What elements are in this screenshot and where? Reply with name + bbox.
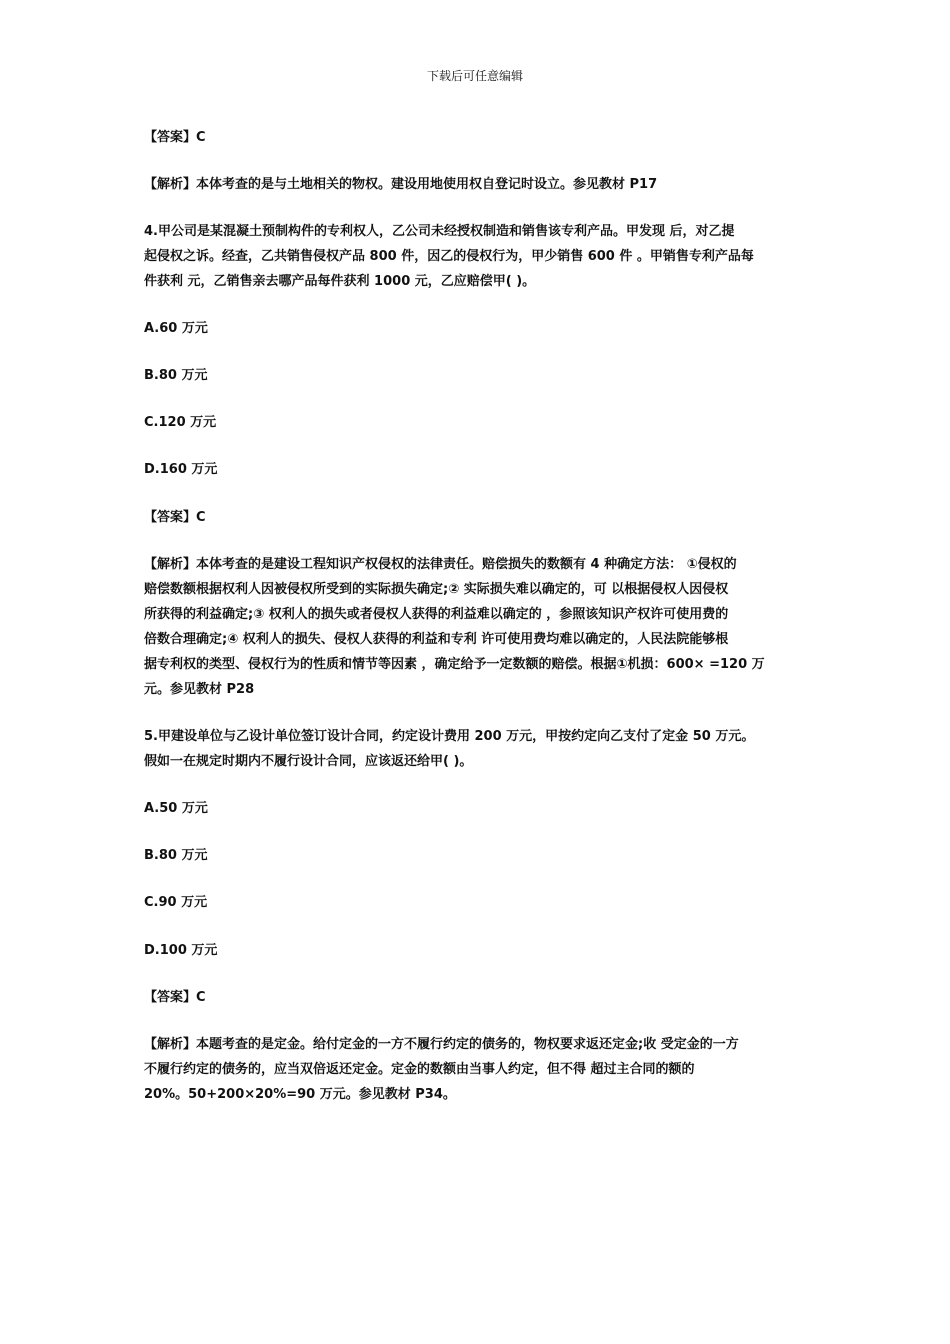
q5-option-d: [144, 938, 808, 963]
option-text: C.90 万元: [144, 895, 208, 910]
q4-option-a: [144, 316, 808, 341]
text-line: 5.甲建设单位与乙设计单位签订设计合同，约定设计费用 200 万元，甲按约定向乙支付了定金 50 万元。: [144, 729, 755, 744]
question-5: [144, 724, 808, 774]
text-line: 【答案】C: [144, 510, 206, 525]
q5-option-b: [144, 843, 808, 868]
option-text: A.50 万元: [144, 801, 208, 816]
option-text: C.120 万元: [144, 415, 217, 430]
text-line: 【答案】C: [144, 990, 206, 1005]
analysis-5: [144, 1032, 808, 1107]
q4-option-b: [144, 363, 808, 388]
text-line: 【解析】本体考查的是与土地相关的物权。建设用地使用权自登记时设立。参见教材 P17: [144, 177, 658, 192]
text-line: 所获得的利益确定;③ 权利人的损失或者侵权人获得的利益难以确定的 ，参照该知识产权许可使用费的: [144, 607, 729, 622]
text-line: 据专利权的类型、侵权行为的性质和情节等因素 ，确定给予一定数额的赔偿。根据①机损：600× =120 万: [144, 657, 765, 672]
page-header: 下载后可任意编辑: [426, 69, 523, 83]
text-line: 20%。50+200×20%=90 万元。参见教材 P34。: [144, 1087, 456, 1102]
q5-option-c: [144, 890, 808, 915]
text-line: 【答案】C: [144, 130, 206, 145]
option-text: B.80 万元: [144, 368, 208, 383]
analysis-4: [144, 552, 808, 702]
answer-1: [144, 125, 808, 150]
option-text: A.60 万元: [144, 321, 208, 336]
q5-option-a: [144, 796, 808, 821]
option-text: D.160 万元: [144, 462, 218, 477]
answer-5: [144, 985, 808, 1010]
text-line: 4.甲公司是某混凝土预制构件的专利权人，乙公司未经授权制造和销售该专利产品。甲发现 后，对乙提: [144, 224, 735, 239]
question-4: [144, 219, 808, 294]
text-line: 【解析】本题考查的是定金。给付定金的一方不履行约定的债务的，物权要求返还定金;收 受定金的一方: [144, 1037, 739, 1052]
option-text: B.80 万元: [144, 848, 208, 863]
text-line: 不履行约定的债务的，应当双倍返还定金。定金的数额由当事人约定，但不得 超过主合同的额的: [144, 1062, 695, 1077]
text-line: 元。参见教材 P28: [144, 682, 255, 697]
text-line: 假如一在规定时期内不履行设计合同，应该返还给甲( )。: [144, 754, 473, 769]
option-text: D.100 万元: [144, 943, 218, 958]
text-line: 件获利 元，乙销售亲去哪产品每件获利 1000 元，乙应赔偿甲( )。: [144, 274, 536, 289]
text-line: 【解析】本体考查的是建设工程知识产权侵权的法律责任。赔偿损失的数额有 4 种确定方法： ①侵权的: [144, 557, 737, 572]
text-line: 倍数合理确定;④ 权利人的损失、侵权人获得的利益和专利 许可使用费均难以确定的，人民法院能够根: [144, 632, 729, 647]
analysis-1: [144, 172, 808, 197]
answer-4: [144, 505, 808, 530]
text-line: 赔偿数额根据权利人因被侵权所受到的实际损失确定;② 实际损失难以确定的，可 以根据侵权人因侵权: [144, 582, 729, 597]
text-line: 起侵权之诉。经查，乙共销售侵权产品 800 件，因乙的侵权行为，甲少销售 600 件 。甲销售专利产品每: [144, 249, 754, 264]
q4-option-c: [144, 410, 808, 435]
q4-option-d: [144, 457, 808, 482]
